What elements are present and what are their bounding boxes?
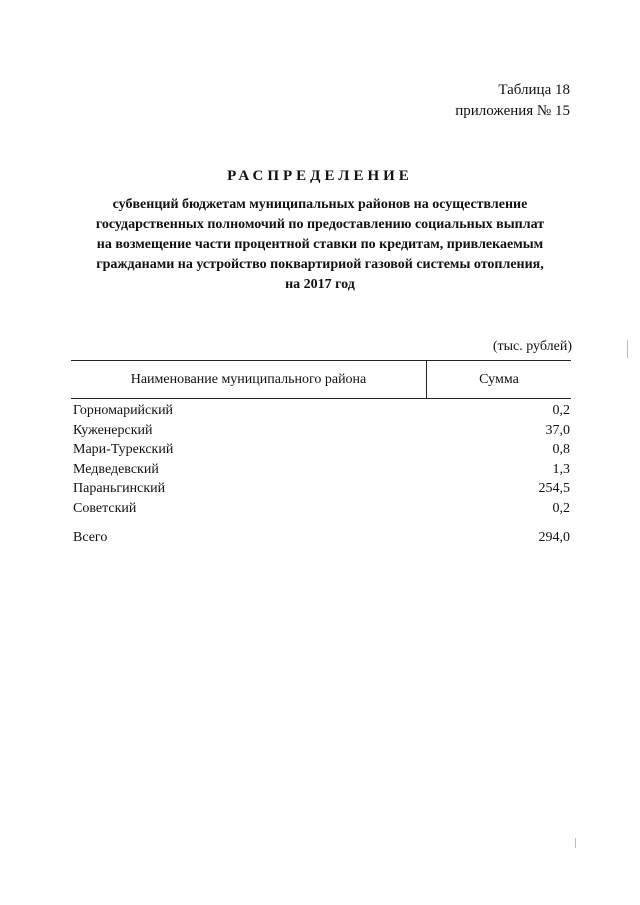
subtitle-line: государственных полномочий по предоставлению социальных выплат [95, 217, 545, 232]
district-name: Куженерский [73, 422, 153, 438]
table-row [73, 401, 570, 421]
subtitle-line: на возмещение части процентной ставки по кредитам, привлекаемым [96, 237, 544, 252]
subtitle-line: на 2017 год [285, 277, 355, 292]
table-number: Таблица 18 [498, 82, 570, 98]
subtitle-line: субвенций бюджетам муниципальных районов на осуществление [112, 197, 528, 212]
district-name: Параньгинский [73, 481, 166, 497]
table-header [71, 360, 571, 399]
unit-label: (тыс. рублей) [492, 339, 572, 354]
table-row [73, 440, 570, 460]
district-name: Медведевский [73, 461, 159, 477]
district-name: Советский [73, 500, 137, 516]
total-label: Всего [73, 530, 108, 545]
district-sum: 0,2 [552, 500, 570, 516]
document-subtitle [70, 195, 570, 295]
total-sum: 294,0 [538, 530, 570, 545]
table-row [73, 479, 570, 499]
district-sum: 0,8 [552, 442, 570, 458]
district-sum: 0,2 [552, 403, 570, 418]
subtitle-line: гражданами на устройство поквартириой газовой системы отопления, [96, 257, 544, 272]
table-row [73, 499, 570, 519]
district-name: Мари-Турекский [73, 442, 174, 458]
table-body [73, 401, 570, 519]
district-sum: 1,3 [552, 461, 570, 477]
district-sum: 254,5 [538, 481, 570, 497]
table-row [73, 421, 570, 441]
table-reference [455, 80, 570, 122]
table-row [73, 460, 570, 480]
district-sum: 37,0 [545, 422, 570, 438]
table-total-row [73, 528, 570, 548]
scan-artifact-mark [627, 340, 628, 358]
district-name: Горномарийский [73, 403, 174, 418]
scan-artifact-mark [575, 838, 576, 848]
document-title: РАСПРЕДЕЛЕНИЕ [227, 168, 413, 184]
appendix-number: приложения № 15 [455, 103, 570, 119]
column-header-name: Наименование муниципального района [71, 361, 427, 398]
column-header-sum: Сумма [479, 371, 519, 387]
